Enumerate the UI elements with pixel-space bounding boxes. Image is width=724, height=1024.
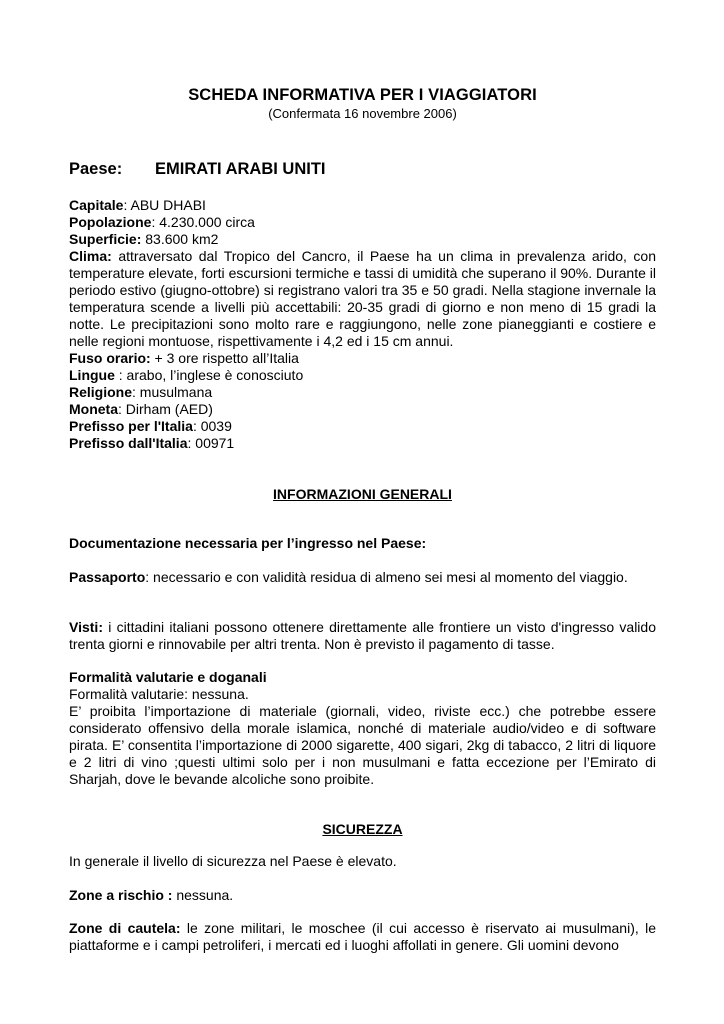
fact-superficie bbox=[69, 231, 656, 248]
fact-capitale bbox=[69, 197, 656, 214]
visti-text: i cittadini italiani possono ottenere direttamente alle frontiere un visto d'ingresso valido trenta giorni e rinnovabile per altri trenta. Non è previsto il pagamento di tasse. bbox=[69, 619, 656, 652]
country-name: EMIRATI ARABI UNITI bbox=[155, 160, 326, 178]
country-facts bbox=[69, 197, 656, 452]
fact-lingue bbox=[69, 367, 656, 384]
doc-heading-text: Documentazione necessaria per l’ingresso nel Paese: bbox=[69, 535, 427, 551]
fact-label: Lingue bbox=[69, 367, 115, 383]
country-label: Paese: bbox=[69, 160, 123, 178]
document-subtitle: (Confermata 16 novembre 2006) bbox=[268, 106, 457, 121]
section-heading-sicurezza: SICUREZZA bbox=[322, 821, 403, 837]
formalita-heading: Formalità valutarie e doganali bbox=[69, 669, 267, 685]
fact-label: Capitale bbox=[69, 197, 124, 213]
country-heading bbox=[69, 160, 326, 179]
zone-cautela-label: Zone di cautela: bbox=[69, 920, 181, 936]
zone-cautela-text: le zone militari, le moschee (il cui accesso è riservato ai musulmani), le piattaforme e i campi petroliferi, i mercati ed i luoghi affollati in genere. Gli uomini devono bbox=[69, 920, 656, 953]
passaporto-text: : necessario e con validità residua di almeno sei mesi al momento del viaggio. bbox=[145, 569, 628, 585]
fact-label: Popolazione bbox=[69, 214, 152, 230]
fact-value: + 3 ore rispetto all’Italia bbox=[150, 350, 299, 366]
formalita-line1: Formalità valutarie: nessuna. bbox=[69, 686, 249, 702]
fact-label: Clima: bbox=[69, 248, 112, 264]
visti-label: Visti: bbox=[69, 619, 103, 635]
sicurezza-intro bbox=[69, 853, 656, 870]
passaporto-paragraph bbox=[69, 569, 656, 586]
fact-value: : Dirham (AED) bbox=[118, 401, 213, 417]
fact-value: : musulmana bbox=[132, 384, 213, 400]
visti-paragraph bbox=[69, 619, 656, 653]
section-heading-informazioni-generali: INFORMAZIONI GENERALI bbox=[273, 486, 452, 502]
doc-heading bbox=[69, 535, 656, 552]
zone-rischio-label: Zone a rischio : bbox=[69, 887, 173, 903]
document-title: SCHEDA INFORMATIVA PER I VIAGGIATORI bbox=[188, 86, 537, 104]
fact-religione bbox=[69, 384, 656, 401]
fact-moneta bbox=[69, 401, 656, 418]
zone-cautela-paragraph bbox=[69, 920, 656, 954]
fact-prefisso-per-italia bbox=[69, 418, 656, 435]
sicurezza-intro-text: In generale il livello di sicurezza nel Paese è elevato. bbox=[69, 853, 397, 869]
fact-label: Religione bbox=[69, 384, 133, 400]
fact-value: 83.600 km2 bbox=[141, 231, 219, 247]
fact-prefisso-dall-italia bbox=[69, 435, 656, 452]
fact-label: Prefisso per l'Italia bbox=[69, 418, 193, 434]
fact-popolazione bbox=[69, 214, 656, 231]
fact-label: Moneta bbox=[69, 401, 118, 417]
fact-label: Fuso orario: bbox=[69, 350, 151, 366]
fact-fuso-orario bbox=[69, 350, 656, 367]
fact-label: Prefisso dall'Italia bbox=[69, 435, 188, 451]
zone-rischio-paragraph bbox=[69, 887, 656, 904]
fact-value: : 0039 bbox=[192, 418, 232, 434]
fact-value: : arabo, l’inglese è conosciuto bbox=[114, 367, 304, 383]
passaporto-label: Passaporto bbox=[69, 569, 146, 585]
formalita-paragraph bbox=[69, 669, 656, 788]
fact-value: attraversato dal Tropico del Cancro, il Paese ha un clima in prevalenza arido, con temperature elevate, forti escursioni termiche e tassi di umidità che superano il 90%. Durante il periodo estivo (giugno-ottobre) si registrano valori tra 35 e 50 gradi. Nella stagione invernale la temperatura scende a livelli più accettabili: 20-35 gradi di giorno e non meno di 15 gradi la notte. Le precipitazioni sono molto rare e raggiungono, nelle zone pianeggianti e costiere e nelle regioni montuose, rispettivamente i 4,2 ed i 15 cm annui. bbox=[69, 248, 656, 349]
fact-value: : 00971 bbox=[187, 435, 235, 451]
formalita-text: E’ proibita l’importazione di materiale (giornali, video, riviste ecc.) che potrebbe essere considerato offensivo della morale islamica, nonché di materiale audio/video e di software pirata. E’ consentita l’importazione di 2000 sigarette, 400 sigari, 2kg di tabacco, 2 litri di liquore e 2 litri di vino ;questi ultimi solo per i non musulmani e fatta eccezione per l’Emirato di Sharjah, dove le bevande alcoliche sono proibite. bbox=[69, 703, 656, 787]
fact-value: : ABU DHABI bbox=[123, 197, 206, 213]
fact-label: Superficie: bbox=[69, 231, 142, 247]
fact-clima bbox=[69, 248, 656, 350]
zone-rischio-value: nessuna. bbox=[172, 887, 234, 903]
fact-value: : 4.230.000 circa bbox=[151, 214, 255, 230]
